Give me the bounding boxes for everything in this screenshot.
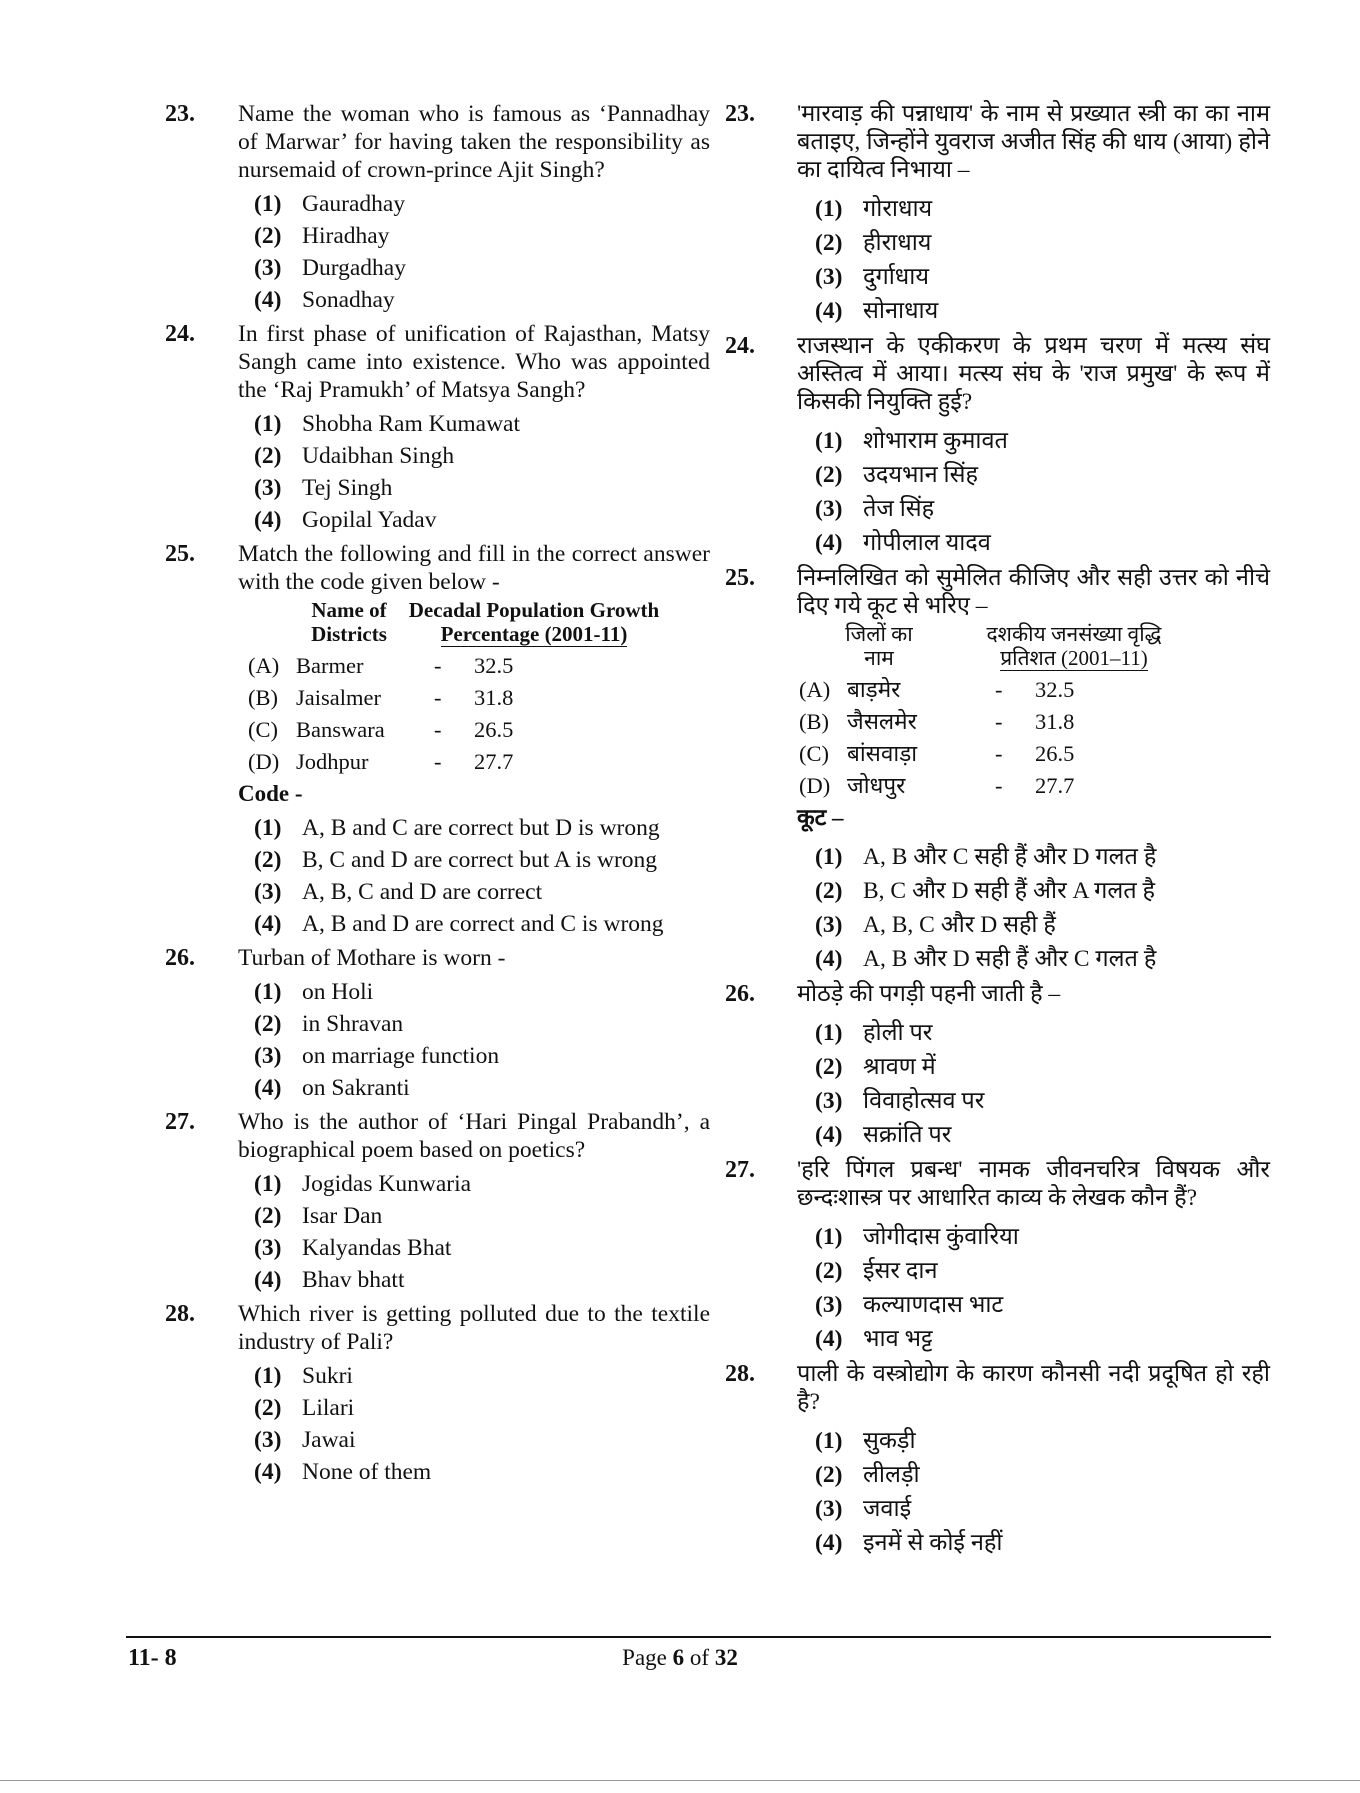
page-prefix: Page	[622, 1645, 667, 1670]
option	[254, 440, 710, 472]
match-header-col2-line2: Percentage (2001-11)	[440, 622, 628, 646]
question	[725, 1156, 1270, 1356]
option	[254, 1424, 710, 1456]
option-number: (2)	[815, 1258, 843, 1284]
option-number: (1)	[254, 1171, 282, 1197]
option	[815, 526, 1270, 560]
hindi-column	[725, 100, 1270, 1564]
match-header	[819, 622, 1270, 670]
option-number: (4)	[254, 1075, 282, 1101]
option-text: होली पर	[863, 1020, 933, 1046]
option	[815, 1220, 1270, 1254]
match-value: 27.7	[474, 749, 514, 774]
option-text: गोपीलाल यादव	[863, 530, 991, 556]
question-body	[238, 540, 710, 940]
option-text: सक्रांति पर	[863, 1122, 952, 1148]
match-district: Jodhpur	[296, 749, 369, 774]
option-number: (4)	[254, 507, 282, 533]
option-text: A, B, C और D सही हैं	[863, 912, 1056, 938]
options-list	[815, 1220, 1270, 1356]
match-district: Barmer	[296, 653, 364, 678]
option-number: (3)	[815, 912, 843, 938]
option-number: (4)	[815, 298, 843, 324]
option-number: (1)	[254, 411, 282, 437]
question-number: 24.	[725, 333, 755, 359]
option	[254, 1168, 710, 1200]
question-text: निम्नलिखित को सुमेलित कीजिए और सही उत्तर को नीचे दिए गये कूट से भरिए –	[797, 565, 1270, 619]
option-number: (2)	[815, 1462, 843, 1488]
option-text: Udaibhan Singh	[302, 443, 455, 469]
match-header	[294, 598, 710, 646]
option-text: जवाई	[863, 1496, 912, 1522]
match-dash: -	[434, 717, 442, 742]
question-number: 27.	[165, 1109, 195, 1135]
option-text: इनमें से कोई नहीं	[863, 1530, 1003, 1556]
question	[165, 944, 710, 1104]
option-text: Sukri	[302, 1363, 353, 1389]
match-row	[799, 706, 1270, 738]
option-number: (3)	[254, 1427, 282, 1453]
match-header-col1-line2: Districts	[311, 622, 387, 646]
option	[815, 1288, 1270, 1322]
english-column	[165, 100, 710, 1492]
option-text: Kalyandas Bhat	[302, 1235, 452, 1261]
match-value: 32.5	[474, 653, 514, 678]
option-text: A, B और C सही हैं और D गलत है	[863, 844, 1157, 870]
match-row	[799, 770, 1270, 802]
option	[254, 472, 710, 504]
match-letter: (D)	[248, 749, 280, 774]
option	[254, 284, 710, 316]
option-number: (1)	[815, 1224, 843, 1250]
match-dash: -	[434, 749, 442, 774]
match-row	[799, 674, 1270, 706]
option	[815, 458, 1270, 492]
option-number: (4)	[815, 1530, 843, 1556]
option-text: A, B, C and D are correct	[302, 879, 543, 905]
option	[815, 226, 1270, 260]
match-header-col2-line1: दशकीय जनसंख्या वृद्धि	[986, 622, 1162, 646]
code-label: कूट –	[797, 805, 844, 830]
question	[725, 1360, 1270, 1560]
question	[165, 1300, 710, 1488]
option-number: (1)	[254, 191, 282, 217]
option-text: Gauradhay	[302, 191, 406, 217]
option-text: on marriage function	[302, 1043, 500, 1069]
question-number: 27.	[725, 1157, 755, 1183]
page-total: 32	[714, 1645, 738, 1670]
option-number: (3)	[815, 1292, 843, 1318]
option-number: (4)	[254, 911, 282, 937]
option-text: A, B और D सही हैं और C गलत है	[863, 946, 1157, 972]
question-body	[238, 944, 710, 1104]
match-value: 32.5	[1035, 677, 1075, 702]
match-header-growth	[939, 622, 1209, 670]
options-list	[254, 1168, 710, 1296]
option	[815, 1492, 1270, 1526]
options-list	[815, 1424, 1270, 1560]
options-list	[815, 424, 1270, 560]
option-number: (1)	[815, 1020, 843, 1046]
option-text: on Holi	[302, 979, 374, 1005]
scan-edge-line	[0, 1780, 1360, 1781]
option-text: गोराधाय	[863, 196, 933, 222]
match-value: 31.8	[1035, 709, 1075, 734]
option	[815, 1424, 1270, 1458]
option-number: (4)	[815, 1122, 843, 1148]
option	[254, 1456, 710, 1488]
option-number: (2)	[254, 1395, 282, 1421]
option-text: B, C and D are correct but A is wrong	[302, 847, 658, 873]
match-dash: -	[434, 653, 442, 678]
option	[254, 908, 710, 940]
option	[254, 1200, 710, 1232]
option-number: (3)	[815, 496, 843, 522]
option-number: (3)	[254, 879, 282, 905]
option-text: Hiradhay	[302, 223, 390, 249]
option-number: (3)	[254, 1235, 282, 1261]
match-row	[248, 650, 710, 682]
question	[725, 100, 1270, 328]
option	[254, 1360, 710, 1392]
option	[254, 876, 710, 908]
option-text: Bhav bhatt	[302, 1267, 405, 1293]
question	[165, 540, 710, 940]
option-number: (3)	[815, 1088, 843, 1114]
match-rows	[797, 674, 1270, 802]
match-row	[248, 714, 710, 746]
option-number: (4)	[815, 1326, 843, 1352]
match-dash: -	[995, 741, 1003, 766]
question-body	[797, 980, 1270, 1152]
option-number: (2)	[254, 1011, 282, 1037]
option-text: सोनाधाय	[863, 298, 939, 324]
option-number: (2)	[254, 223, 282, 249]
match-row	[799, 738, 1270, 770]
question-number: 23.	[725, 101, 755, 127]
option-text: on Sakranti	[302, 1075, 410, 1101]
match-header-col2-line1: Decadal Population Growth	[408, 598, 660, 622]
match-header-growth	[404, 598, 664, 646]
question-text: मोठड़े की पगड़ी पहनी जाती है –	[797, 981, 1061, 1007]
option	[815, 1050, 1270, 1084]
match-letter: (D)	[799, 773, 831, 798]
question-number: 25.	[165, 541, 195, 567]
option-text: ईसर दान	[863, 1258, 938, 1284]
options-list	[254, 188, 710, 316]
page-current: 6	[672, 1645, 685, 1670]
option-number: (3)	[254, 255, 282, 281]
option-text: Tej Singh	[302, 475, 393, 501]
option-text: Shobha Ram Kumawat	[302, 411, 520, 437]
booklet-code: 11- 8	[128, 1645, 177, 1671]
option	[815, 908, 1270, 942]
option	[815, 260, 1270, 294]
option-number: (3)	[254, 475, 282, 501]
option	[254, 976, 710, 1008]
option	[815, 840, 1270, 874]
question-text: Name the woman who is famous as ‘Pannadhay of Marwar’ for having taken the responsibility as nursemaid of crown-prince Ajit Singh?	[238, 101, 710, 183]
match-dash: -	[434, 685, 442, 710]
option	[815, 492, 1270, 526]
question-text: Match the following and fill in the correct answer with the code given below -	[238, 541, 710, 595]
option-text: विवाहोत्सव पर	[863, 1088, 985, 1114]
options-list	[254, 408, 710, 536]
match-district: जोधपुर	[847, 773, 906, 798]
option-number: (2)	[815, 462, 843, 488]
question-body	[797, 1156, 1270, 1356]
option	[815, 942, 1270, 976]
match-value: 26.5	[1035, 741, 1075, 766]
match-letter: (A)	[799, 677, 831, 702]
options-list	[254, 1360, 710, 1488]
option	[254, 1264, 710, 1296]
question-body	[797, 564, 1270, 976]
match-dash: -	[995, 677, 1003, 702]
question-text: Turban of Mothare is worn -	[238, 945, 506, 971]
match-header-col2-line2: प्रतिशत (2001–11)	[1000, 646, 1148, 670]
match-district: Banswara	[296, 717, 385, 742]
option-text: None of them	[302, 1459, 432, 1485]
match-letter: (B)	[248, 685, 278, 710]
option-number: (4)	[254, 1267, 282, 1293]
question	[165, 100, 710, 316]
question-number: 28.	[165, 1301, 195, 1327]
option-text: उदयभान सिंह	[863, 462, 978, 488]
options-list	[254, 976, 710, 1104]
match-value: 26.5	[474, 717, 514, 742]
option-text: सुकड़ी	[863, 1428, 916, 1454]
question	[725, 332, 1270, 560]
question-number: 25.	[725, 565, 755, 591]
question-number: 28.	[725, 1361, 755, 1387]
match-header-districts	[819, 622, 939, 670]
option	[254, 504, 710, 536]
option	[254, 1008, 710, 1040]
match-district: बांसवाड़ा	[847, 741, 918, 766]
options-list	[254, 812, 710, 940]
option-text: कल्याणदास भाट	[863, 1292, 1004, 1318]
question-text: Who is the author of ‘Hari Pingal Prabandh’, a biographical poem based on poetics?	[238, 1109, 710, 1163]
match-letter: (B)	[799, 709, 829, 734]
question-text: पाली के वस्त्रोद्योग के कारण कौनसी नदी प्रदूषित हो रही है?	[797, 1361, 1270, 1415]
footer-divider	[126, 1636, 1271, 1638]
option	[815, 424, 1270, 458]
match-value: 27.7	[1035, 773, 1075, 798]
option-number: (3)	[254, 1043, 282, 1069]
option	[254, 812, 710, 844]
option-number: (2)	[815, 878, 843, 904]
option-number: (4)	[815, 946, 843, 972]
option	[815, 1254, 1270, 1288]
option-number: (2)	[815, 1054, 843, 1080]
option	[815, 1322, 1270, 1356]
options-list	[815, 1016, 1270, 1152]
question-number: 24.	[165, 321, 195, 347]
question-body	[797, 1360, 1270, 1560]
option	[254, 408, 710, 440]
option-text: A, B and D are correct and C is wrong	[302, 911, 664, 937]
question-text: 'हरि पिंगल प्रबन्ध' नामक जीवनचरित्र विषयक और छन्दःशास्त्र पर आधारित काव्य के लेखक कौन हैं?	[797, 1157, 1270, 1211]
option-number: (3)	[815, 1496, 843, 1522]
question-body	[238, 320, 710, 536]
match-letter: (C)	[799, 741, 829, 766]
options-list	[815, 840, 1270, 976]
option-text: Jawai	[302, 1427, 356, 1453]
option-text: in Shravan	[302, 1011, 404, 1037]
option-number: (2)	[254, 1203, 282, 1229]
question-number: 26.	[165, 945, 195, 971]
question-text: राजस्थान के एकीकरण के प्रथम चरण में मत्स्य संघ अस्तित्व में आया। मत्स्य संघ के 'राज प्रमुख' के रूप में किसकी नियुक्ति हुई?	[797, 333, 1270, 415]
option-number: (4)	[254, 1459, 282, 1485]
option-number: (1)	[815, 1428, 843, 1454]
option	[815, 1016, 1270, 1050]
option	[254, 844, 710, 876]
question-text: Which river is getting polluted due to the textile industry of Pali?	[238, 1301, 710, 1355]
question-text: 'मारवाड़ की पन्नाधाय' के नाम से प्रख्यात स्त्री का का नाम बताइए, जिन्होंने युवराज अजीत सिंह की धाय (आया) होने का दायित्व निभाया –	[797, 101, 1270, 183]
match-row	[248, 682, 710, 714]
option-number: (1)	[815, 428, 843, 454]
option-text: लीलड़ी	[863, 1462, 920, 1488]
option	[254, 1232, 710, 1264]
option	[254, 1040, 710, 1072]
option	[815, 192, 1270, 226]
option	[254, 220, 710, 252]
option-text: श्रावण में	[863, 1054, 936, 1080]
question	[725, 980, 1270, 1152]
option	[254, 188, 710, 220]
question-body	[238, 100, 710, 316]
question-body	[238, 1300, 710, 1488]
match-letter: (A)	[248, 653, 280, 678]
option	[254, 252, 710, 284]
option-text: Lilari	[302, 1395, 355, 1421]
match-header-col2-line2-wrap	[939, 646, 1209, 670]
match-header-col1-line1: Name of	[311, 598, 387, 622]
option-text: Jogidas Kunwaria	[302, 1171, 472, 1197]
page-of: of	[689, 1645, 710, 1670]
option-number: (2)	[254, 847, 282, 873]
match-dash: -	[995, 773, 1003, 798]
option-number: (2)	[815, 230, 843, 256]
option-text: B, C और D सही हैं और A गलत है	[863, 878, 1156, 904]
question-number: 26.	[725, 981, 755, 1007]
option	[254, 1392, 710, 1424]
question	[165, 1108, 710, 1296]
option-number: (4)	[254, 287, 282, 313]
option-number: (2)	[254, 443, 282, 469]
option	[254, 1072, 710, 1104]
question-number: 23.	[165, 101, 195, 127]
option-text: भाव भट्ट	[863, 1326, 933, 1352]
match-header-col1-line2: नाम	[864, 646, 894, 670]
question-body	[238, 1108, 710, 1296]
option-text: Gopilal Yadav	[302, 507, 437, 533]
match-value: 31.8	[474, 685, 514, 710]
option-number: (4)	[815, 530, 843, 556]
options-list	[815, 192, 1270, 328]
match-row	[248, 746, 710, 778]
match-district: बाड़मेर	[847, 677, 901, 702]
option-text: तेज सिंह	[863, 496, 935, 522]
question	[165, 320, 710, 536]
match-district: Jaisalmer	[296, 685, 381, 710]
option-text: हीराधाय	[863, 230, 932, 256]
option	[815, 1526, 1270, 1560]
option-number: (1)	[254, 1363, 282, 1389]
match-header-col2-line2-wrap	[404, 622, 664, 646]
code-label: Code -	[238, 781, 303, 806]
match-district: जैसलमेर	[847, 709, 917, 734]
option-number: (1)	[815, 196, 843, 222]
option	[815, 1458, 1270, 1492]
option-number: (1)	[254, 979, 282, 1005]
option	[815, 1084, 1270, 1118]
option-text: Sonadhay	[302, 287, 395, 313]
option	[815, 294, 1270, 328]
option-text: Isar Dan	[302, 1203, 383, 1229]
match-header-districts	[294, 598, 404, 646]
option-text: दुर्गाधाय	[863, 264, 929, 290]
option-number: (1)	[815, 844, 843, 870]
page-number	[0, 1645, 1360, 1671]
match-dash: -	[995, 709, 1003, 734]
option-text: A, B and C are correct but D is wrong	[302, 815, 660, 841]
match-header-col1-line1: जिलों का	[845, 622, 913, 646]
match-letter: (C)	[248, 717, 278, 742]
question	[725, 564, 1270, 976]
option	[815, 874, 1270, 908]
question-body	[797, 100, 1270, 328]
question-body	[797, 332, 1270, 560]
option-text: जोगीदास कुंवारिया	[863, 1224, 1019, 1250]
option-number: (1)	[254, 815, 282, 841]
option	[815, 1118, 1270, 1152]
option-number: (3)	[815, 264, 843, 290]
question-text: In first phase of unification of Rajasthan, Matsy Sangh came into existence. Who was appointed the ‘Raj Pramukh’ of Matsya Sangh?	[238, 321, 710, 403]
option-text: Durgadhay	[302, 255, 406, 281]
option-text: शोभाराम कुमावत	[863, 428, 1008, 454]
match-rows	[238, 650, 710, 778]
